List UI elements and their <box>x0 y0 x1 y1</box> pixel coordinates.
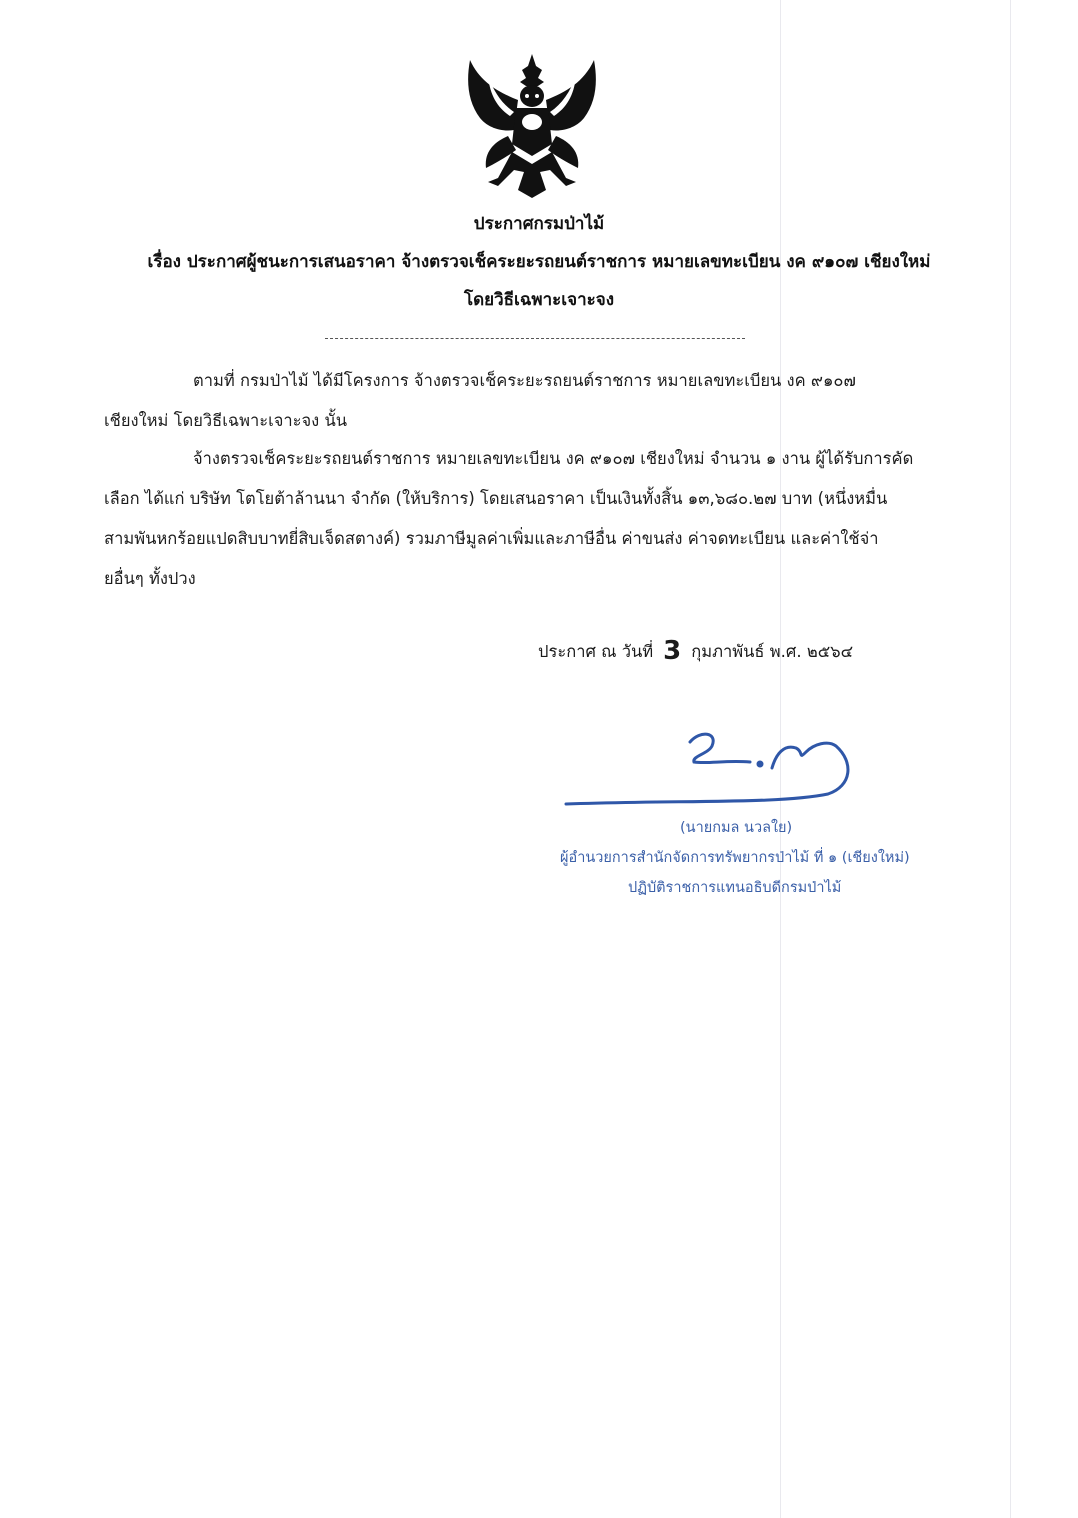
paragraph-2-line-3: สามพันหกร้อยแปดสิบบาทยี่สิบเจ็ดสตางค์) รวมภาษีมูลค่าเพิ่มและภาษีอื่น ค่าขนส่ง ค่าจดทะเบียน และค่าใช้จ่า <box>104 529 879 548</box>
paragraph-2-line-4: ยอื่นๆ ทั้งปวง <box>104 569 196 588</box>
paragraph-1-line-2: เชียงใหม่ โดยวิธีเฉพาะเจาะจง นั้น <box>104 411 348 430</box>
announcement-method: โดยวิธีเฉพาะเจาะจง <box>463 290 615 310</box>
garuda-emblem-icon <box>458 52 606 200</box>
date-prefix: ประกาศ ณ วันที่ <box>538 642 654 661</box>
title-divider <box>325 338 745 339</box>
date-month-year: กุมภาพันธ์ พ.ศ. ๒๕๖๔ <box>691 642 854 661</box>
signatory-acting-for: ปฏิบัติราชการแทนอธิบดีกรมป่าไม้ <box>628 880 842 896</box>
announcement-date <box>538 636 853 666</box>
date-day: 3 <box>663 636 682 666</box>
handwritten-signature <box>560 720 870 820</box>
announcement-title: ประกาศกรมป่าไม้ <box>473 214 605 234</box>
signatory-position: ผู้อำนวยการสำนักจัดการทรัพยากรป่าไม้ ที่ ๑ (เชียงใหม่) <box>560 850 910 866</box>
paragraph-2-line-1: จ้างตรวจเช็คระยะรถยนต์ราชการ หมายเลขทะเบียน งค ๙๑๐๗ เชียงใหม่ จำนวน ๑ งาน ผู้ได้รับการคัด <box>193 449 914 468</box>
paragraph-1-line-1: ตามที่ กรมป่าไม้ ได้มีโครงการ จ้างตรวจเช็คระยะรถยนต์ราชการ หมายเลขทะเบียน งค ๙๑๐๗ <box>193 371 856 390</box>
announcement-subject: เรื่อง ประกาศผู้ชนะการเสนอราคา จ้างตรวจเช็คระยะรถยนต์ราชการ หมายเลขทะเบียน งค ๙๑๐๗ เชียงใหม่ <box>147 252 931 272</box>
signatory-name: (นายกมล นวลใย) <box>680 820 793 836</box>
paragraph-2-line-2: เลือก ได้แก่ บริษัท โตโยต้าล้านนา จำกัด (ให้บริการ) โดยเสนอราคา เป็นเงินทั้งสิ้น ๑๓,๖๘๐.๒๗ บาท (หนึ่งหมื่น <box>104 489 888 508</box>
